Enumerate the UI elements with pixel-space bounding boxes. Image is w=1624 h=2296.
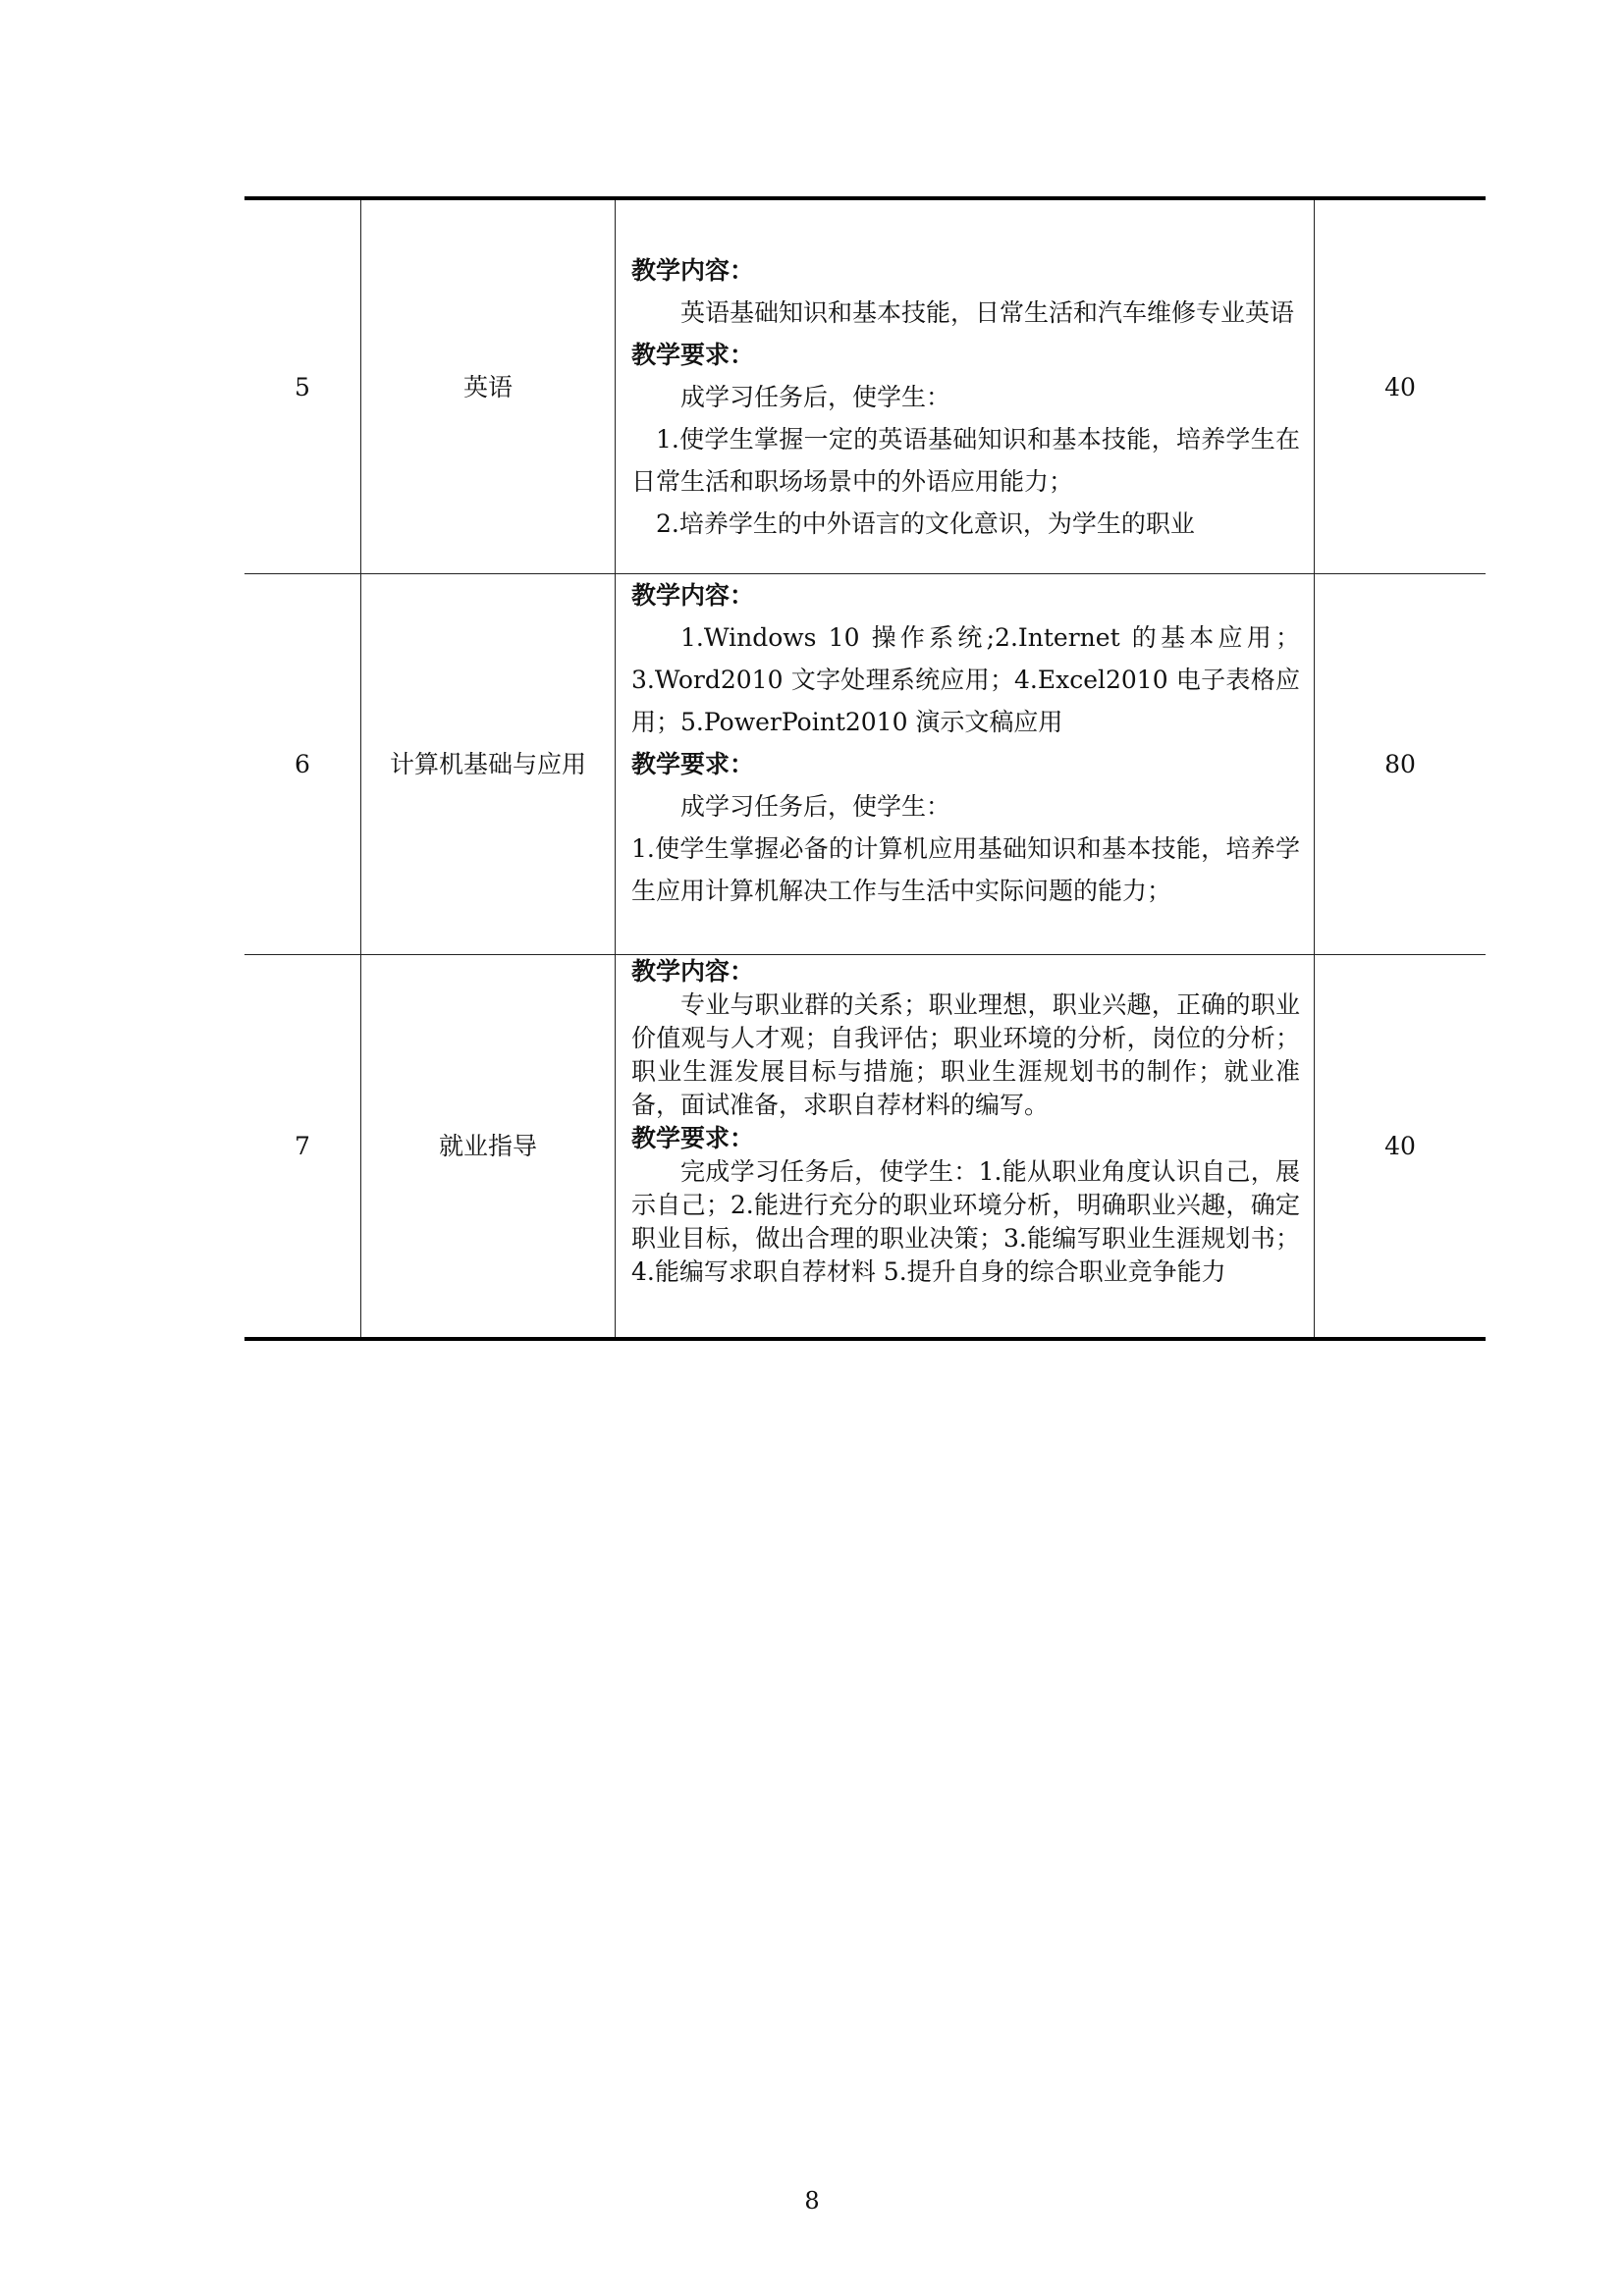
- table-row: [244, 200, 1486, 573]
- requirement-text: 1.使学生掌握必备的计算机应用基础知识和基本技能，培养学生应用计算机解决工作与生活中实际问题的能力；: [631, 834, 1300, 905]
- requirement-heading: 教学要求：: [631, 341, 755, 369]
- course-name: 计算机基础与应用: [361, 574, 616, 954]
- content-heading: 教学内容：: [631, 957, 755, 986]
- requirement-text: 2.培养学生的中外语言的文化意识，为学生的职业: [656, 509, 1195, 538]
- table-row: [244, 954, 1486, 1337]
- course-hours: 40: [1384, 372, 1416, 401]
- page-number: 8: [804, 2187, 820, 2215]
- requirement-heading: 教学要求：: [631, 1124, 755, 1152]
- course-description: [616, 200, 1315, 573]
- content-heading: 教学内容：: [631, 256, 755, 285]
- requirement-text: 完成学习任务后，使学生：1.能从职业角度认识自己，展示自己；2.能进行充分的职业环境分析，明确职业兴趣，确定职业目标，做出合理的职业决策；3.能编写职业生涯规划书；4.能编写求职自荐材料 5.提升自身的综合职业竞争能力: [631, 1157, 1300, 1286]
- course-description: [616, 574, 1315, 954]
- content-text: 英语基础知识和基本技能，日常生活和汽车维修专业英语: [680, 298, 1295, 327]
- requirement-intro: 成学习任务后，使学生：: [680, 792, 951, 821]
- course-name: 英语: [361, 200, 616, 573]
- row-number: 7: [244, 955, 361, 1337]
- requirement-heading: 教学要求：: [631, 750, 755, 778]
- content-text: 1.Windows 10 操作系统;2.Internet 的基本应用；3.Word2010 文字处理系统应用；4.Excel2010 电子表格应用；5.PowerPoint2010 演示文稿应用: [631, 623, 1300, 736]
- course-hours: 40: [1384, 1132, 1416, 1160]
- content-text: 专业与职业群的关系；职业理想，职业兴趣，正确的职业价值观与人才观；自我评估；职业环境的分析，岗位的分析；职业生涯发展目标与措施；职业生涯规划书的制作；就业准备，面试准备，求职自荐材料的编写。: [631, 990, 1300, 1119]
- row-number: 5: [244, 200, 361, 573]
- table-row: [244, 573, 1486, 954]
- content-heading: 教学内容：: [631, 581, 755, 610]
- course-table: [244, 196, 1486, 1341]
- requirement-text: 1.使学生掌握一定的英语基础知识和基本技能，培养学生在日常生活和职场场景中的外语应用能力；: [631, 425, 1300, 496]
- course-description: [616, 955, 1315, 1337]
- course-name: 就业指导: [361, 955, 616, 1337]
- row-number: 6: [244, 574, 361, 954]
- course-hours: 80: [1384, 750, 1416, 778]
- requirement-intro: 成学习任务后，使学生：: [680, 383, 951, 411]
